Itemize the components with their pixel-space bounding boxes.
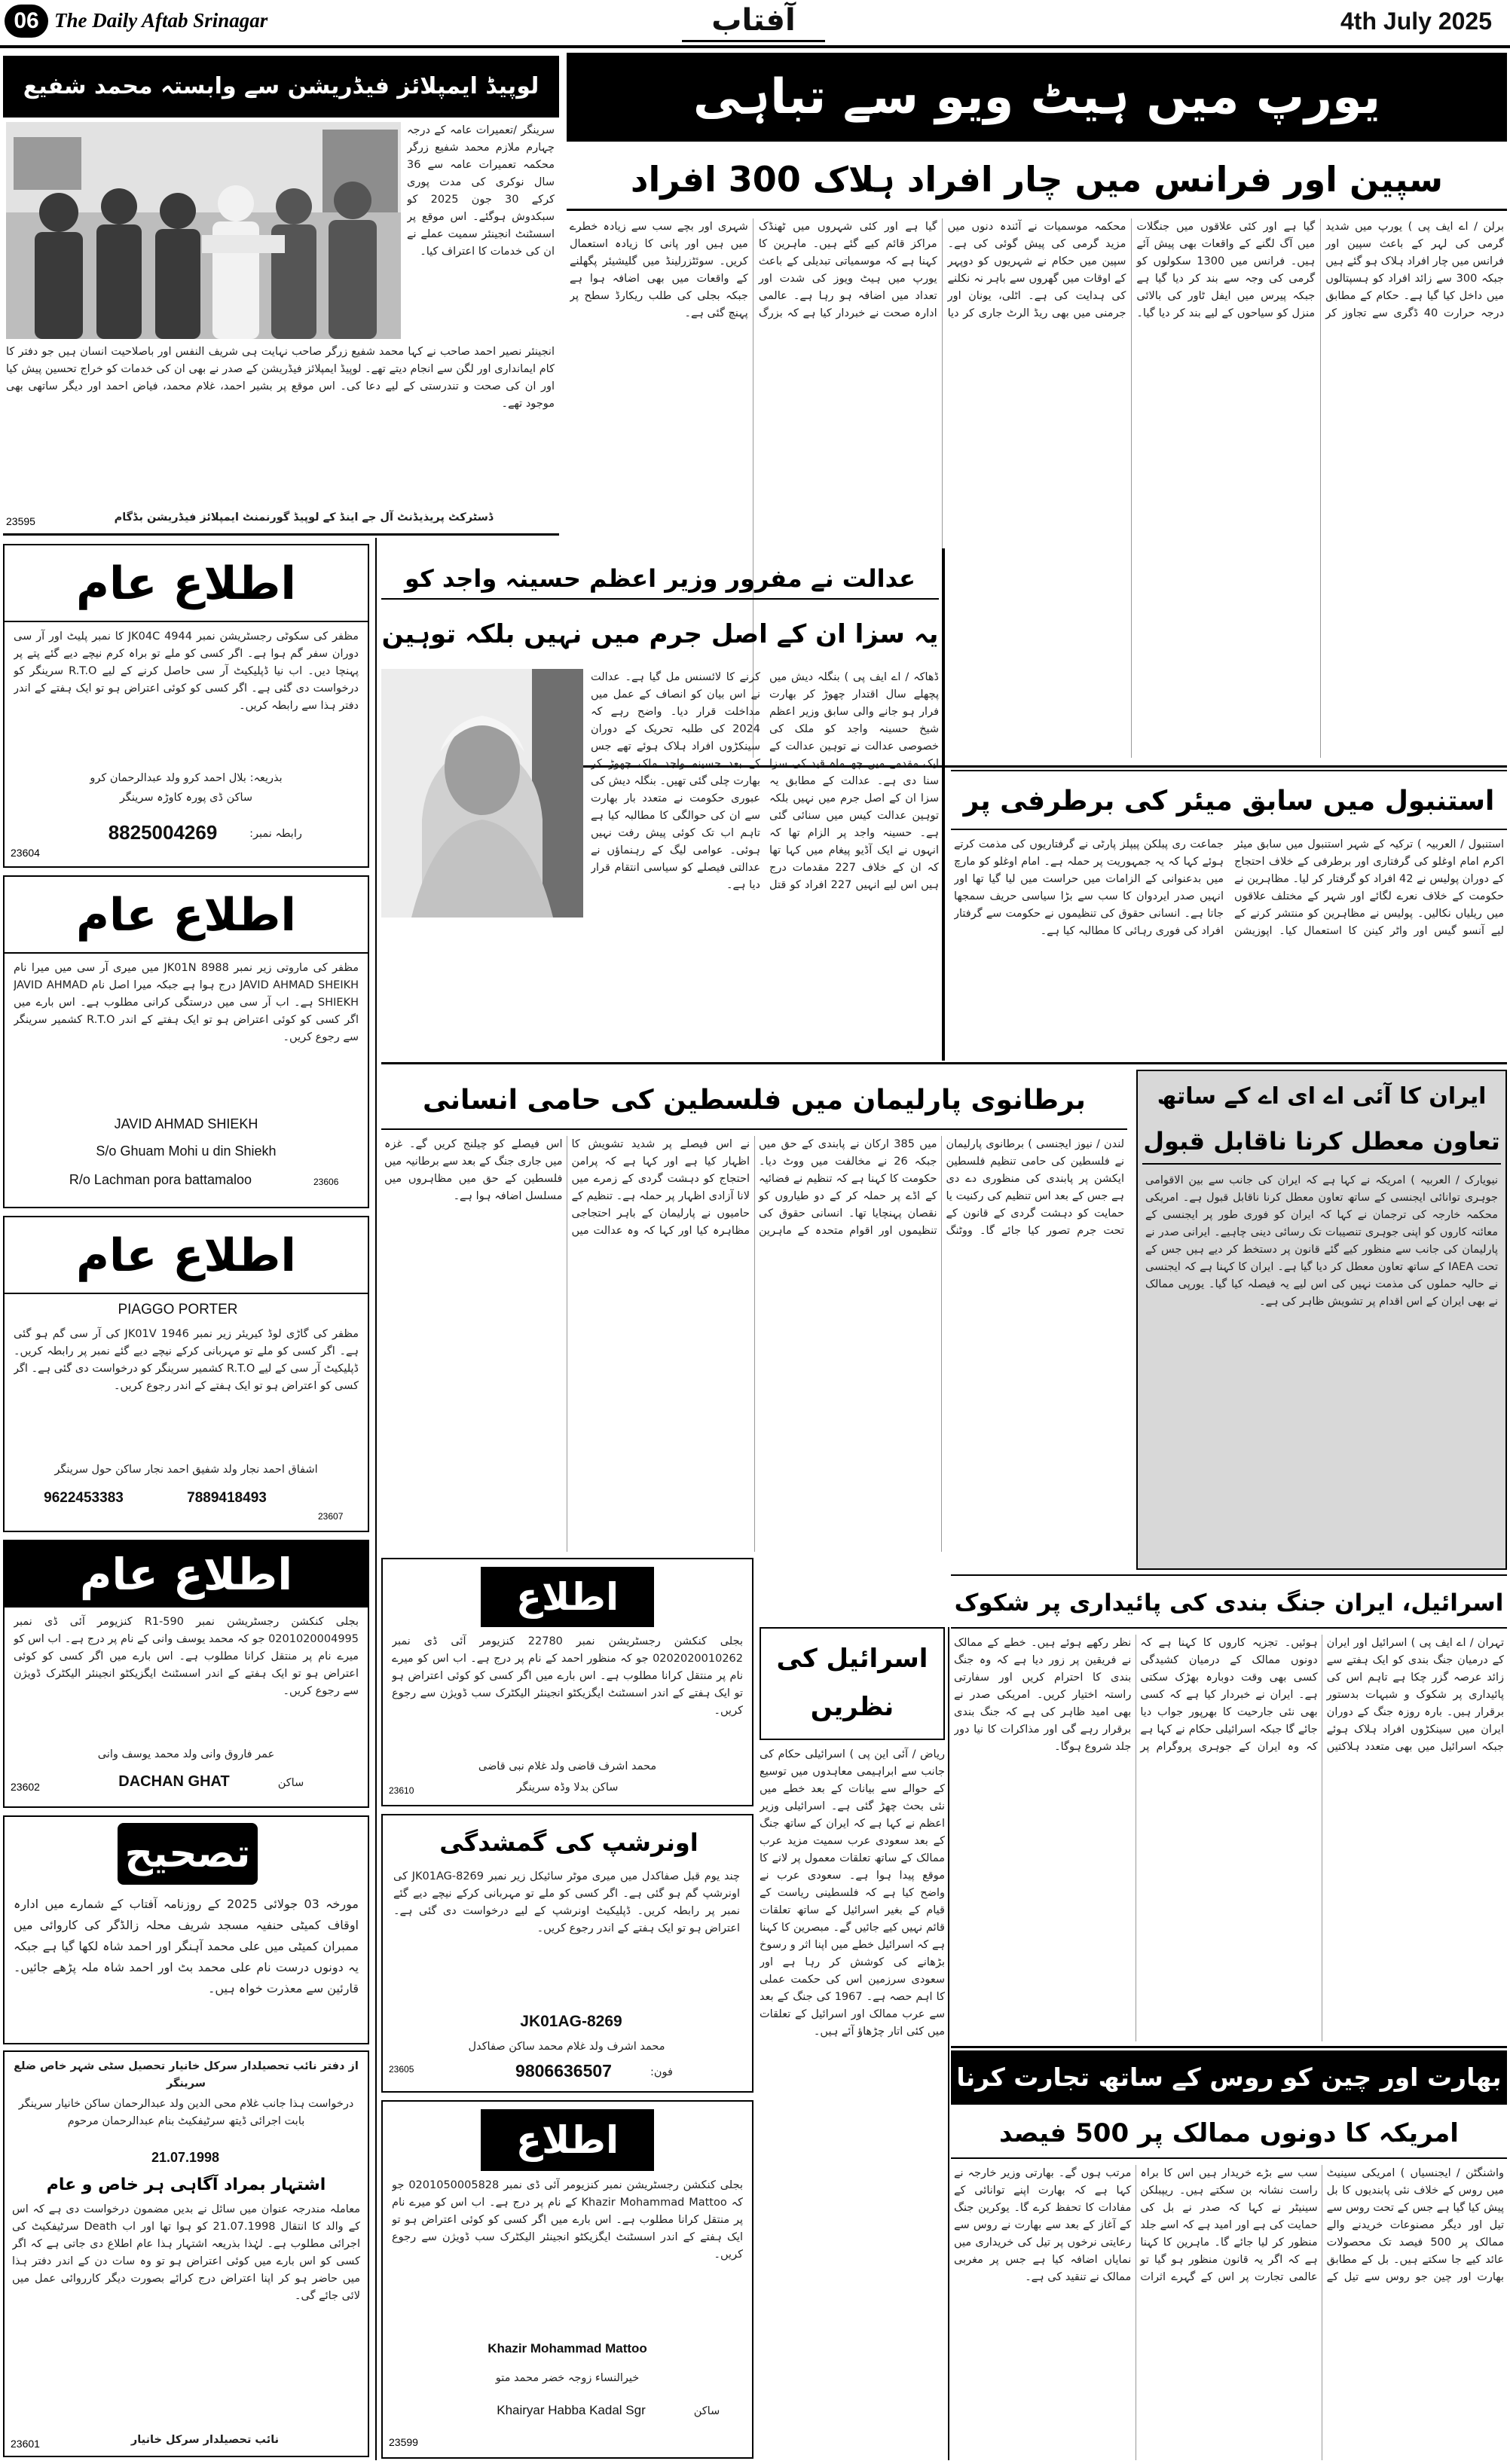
notice-7-name: Khazir Mohammad Mattoo: [488, 2341, 647, 2356]
lead-headline-bar: یورپ میں ہیٹ ویو سے تباہی: [567, 53, 1507, 142]
notice-3-body: مظفر کی گاڑی لوڈ کیریئر زیر نمبر JK01V 1946 کی آر سی گم ہو گئی ہے۔ اگر کسی کو ملے تو مہربانی کرکے نیچے دیے گئے نمبر پر رابطہ کریں۔ ڈپلیکیٹ آر سی کے لیے R.T.O کشمیر سرینگر کو درخواست دی گئی ہے۔ اگر کسی کو اعتراض ہو تو ایک ہفتے کے اندر رجوع کریں۔: [14, 1328, 359, 1392]
tehsil-signature: نائب تحصیلدار سرکل خانیار: [130, 2434, 280, 2446]
notice-1-phone: 8825004269: [108, 821, 218, 844]
notice-2-name: JAVID AHMAD SHIEKH: [114, 1116, 258, 1131]
lead-body: برلن / اے ایف پی ) یورپ میں شدید گرمی کی لہر کے باعث سپین اور فرانس میں چار افراد ہلاک ہو گئے ہیں جبکہ 300 سے زائد افراد کو ہسپتالوں میں داخل کیا گیا ہے۔ حکام کے مطابق درجہ حرارت 40 ڈگری سے تجاوز کر گیا ہے اور کئی علاقوں میں جنگلات میں آگ لگنے کے واقعات بھی پیش آئے ہیں۔ فرانس میں 1300 سکولوں کو گرمی کی وجہ سے بند کر دیا گیا ہے جبکہ پیرس میں ایفل ٹاور کی بالائی منزل کو سیاحوں کے لیے بند کر دیا گیا۔ محکمہ موسمیات نے آئندہ دنوں میں مزید گرمی کی پیش گوئی کی ہے۔ سپین میں حکام نے شہریوں کو دوپہر کے اوقات میں گھروں سے باہر نہ نکلنے کی ہدایت کی ہے۔ اٹلی، یونان اور جرمنی میں بھی ریڈ الرٹ جاری کر دیا گیا ہے اور کئی شہروں میں ٹھنڈک مراکز قائم کیے گئے ہیں۔ ماہرین کا کہنا ہے کہ موسمیاتی تبدیلی کے باعث یورپ میں ہیٹ ویوز کی شدت اور تعداد میں اضافہ ہو رہا ہے۔ عالمی ادارہ صحت نے خبردار کیا ہے کہ بزرگ شہری اور بچے سب سے زیادہ خطرے میں ہیں اور پانی کا زیادہ استعمال کریں۔ سوئٹزرلینڈ میں گلیشیئر پگھلنے کے واقعات میں بھی اضافہ ہوا ہے جبکہ بجلی کی طلب ریکارڈ سطح پر پہنچ گئی ہے۔: [570, 221, 1504, 319]
notice-5-address: ساکن بدلا وڈہ سرینگر: [516, 1782, 619, 1794]
notice-4: [3, 1540, 369, 1808]
notice-2-code: 23606: [313, 1177, 339, 1187]
masthead: [0, 0, 1510, 44]
correction-notice: [3, 1815, 369, 2044]
issue-date: 4th July 2025: [1340, 8, 1492, 35]
lodiapur-headline-bar: لوپیڈ ایمپلائز فیڈریشن سے وابستہ محمد شفیع: [3, 56, 559, 118]
notice-4-code: 23602: [11, 1781, 40, 1793]
trade-body: واشنگٹن / ایجنسیاں ) امریکی سینیٹ میں روس کے خلاف نئی پابندیوں کا بل پیش کیا گیا ہے جس کے تحت روس سے تیل اور دیگر مصنوعات خریدنے والے ممالک پر 500 فیصد تک محصولات عائد کیے جا سکتے ہیں۔ بل کے مطابق بھارت اور چین جو روس سے تیل کے سب سے بڑے خریدار ہیں اس کا براہ راست نشانہ بن سکتے ہیں۔ ریپبلکن سینیٹر نے کہا کہ صدر نے بل کی حمایت کی ہے اور امید ہے کہ اسے جلد منظور کر لیا جائے گا۔ ماہرین کا کہنا ہے کہ اگر یہ قانون منظور ہو گیا تو عالمی تجارت پر اس کے گہرے اثرات مرتب ہوں گے۔ بھارتی وزیر خارجہ نے کہا ہے کہ بھارت اپنے توانائی کے مفادات کا تحفظ کرے گا۔ یوکرین جنگ کے آغاز کے بعد سے بھارت نے روس سے رعایتی نرخوں پر تیل کی خریداری میں نمایاں اضافہ کیا ہے جس پر مغربی ممالک نے تنقید کی ہے۔: [954, 2167, 1504, 2283]
tehsil-title: اشتہار بمراد آگاہی ہر خاص و عام: [46, 2175, 326, 2194]
notice-4-title: اطلاع عام: [79, 1549, 293, 1600]
notice-1-title-rule: [5, 621, 368, 622]
paper-name: The Daily Aftab Srinagar: [54, 9, 268, 32]
lodiapur-code: 23595: [6, 515, 35, 527]
trade-headline-bar: بھارت اور چین کو روس کے ساتھ تجارت کرنا: [951, 2050, 1507, 2105]
notice-4-signature: عمر فاروق وانی ولد محمد یوسف وانی: [97, 1748, 275, 1760]
lead-subheadline: سپین اور فرانس میں چار افراد ہلاک 300 افراد: [567, 148, 1507, 211]
hasina-kicker-rule: [942, 548, 945, 1061]
notice-6-body: چند یوم قبل صفاکدل میں میری موٹر سائیکل زیر نمبر JK01AG-8269 کی اونرشپ گم ہو گئی ہے۔ اگر کسی کو ملے تو مہربانی کرکے نیچے دیے گئے نمبر پر رابطہ کریں۔ ڈپلیکیٹ اونرشپ کے لیے درخواست دی گئی ہے۔ اعتراض ہو تو ایک ہفتے کے اندر رجوع کریں۔: [393, 1870, 740, 1934]
saudi-headline: اسرائیل کی نظریں: [776, 1644, 928, 1722]
notice-3-title-rule: [5, 1293, 368, 1294]
lodiapur-footer: ڈسٹرکٹ پریذیڈنٹ آل جے اینڈ کے لوپیڈ گورنمنٹ ایمپلائز فیڈریشن بڈگام: [114, 511, 494, 524]
correction-title: تصحیح: [124, 1831, 251, 1876]
masthead-rule: [0, 45, 1510, 48]
notice-3-signature: اشفاق احمد نجار ولد شفیق احمد نجار ساکن حول سرینگر: [54, 1464, 318, 1476]
notice-7-address-label: ساکن: [693, 2405, 720, 2417]
notice-6-signature: محمد اشرف ولد غلام محمد ساکن صفاکدل: [468, 2041, 665, 2053]
tehsil-date: 21.07.1998: [151, 2150, 220, 2165]
left-column-divider: [375, 538, 377, 2460]
trade-subheadline: امریکہ کا دونوں ممالک پر 500 فیصد: [951, 2108, 1507, 2159]
notice-3-phone-2: 7889418493: [187, 1490, 267, 1506]
istanbul-body: استنبول / العربیہ ) ترکیہ کے شہر استنبول میں سابق میئر اکرم امام اوغلو کی گرفتاری اور برطرفی کے خلاف احتجاج کے دوران پولیس نے 42 افراد کو گرفتار کر لیا۔ مظاہرین نے حکومت کے خلاف نعرے لگائے اور شہر کے مختلف علاقوں میں ریلیاں نکالیں۔ پولیس نے مظاہرین کو منتشر کرنے کے لیے آنسو گیس اور واٹر کینن کا استعمال کیا۔ اپوزیشن جماعت ری پبلکن پیپلز پارٹی نے گرفتاریوں کی مذمت کرتے ہوئے کہا کہ یہ جمہوریت پر حملہ ہے۔ امام اوغلو کو مارچ میں بدعنوانی کے الزامات میں حراست میں لیا گیا تھا اور انہیں صدر ایردوان کا سب سے بڑا سیاسی حریف سمجھا جاتا ہے۔ انسانی حقوق کی تنظیموں نے حکومت سے گرفتار افراد کی فوری رہائی کا مطالبہ کیا ہے۔: [954, 838, 1504, 937]
page-number-badge: 06: [5, 5, 48, 38]
notice-3: [3, 1216, 369, 1532]
hasina-body: ڈھاکہ / اے ایف پی ) بنگلہ دیش میں پچھلے سال اقتدار چھوڑ کر بھارت فرار ہو جانے والی سابق وزیر اعظم شیخ حسینہ واجد کو ملک کی خصوصی عدالت نے توہین عدالت کے ایک مقدمے میں چھ ماہ قید کی سزا سنا دی ہے۔ عدالت کے مطابق یہ سزا ان کے اصل جرم میں نہیں بلکہ توہین عدالت کیس میں سنائی گئی ہے۔ حسینہ واجد پر الزام تھا کہ انہوں نے ایک آڈیو پیغام میں کہا تھا کہ ان کے خلاف 227 مقدمات درج ہیں اس لیے انہیں 227 افراد کو قتل کرنے کا لائسنس مل گیا ہے۔ عدالت نے اس بیان کو انصاف کے عمل میں مداخلت قرار دیا۔ واضح رہے کہ 2024 کی طلبہ تحریک کے دوران سینکڑوں افراد ہلاک ہوئے تھے جس کے بعد حسینہ واجد ملک چھوڑ کر بھارت چلی گئی تھیں۔ بنگلہ دیش کی عبوری حکومت نے متعدد بار بھارت سے ان کی حوالگی کا مطالبہ کیا ہے تاہم اب تک کوئی پیش رفت نہیں ہوئی۔ عوامی لیگ کے رہنماؤں نے عدالتی فیصلے کو سیاسی انتقام قرار دیا ہے۔: [591, 671, 939, 891]
istanbul-top-rule: [951, 770, 1507, 771]
notice-7: [381, 2100, 753, 2459]
notice-2-body: مظفر کی ماروتی زیر نمبر JK01N 8988 میں میری آر سی میں میرا نام JAVID AHMAD SHEIKH درج ہوا ہے جبکہ میرا اصل نام JAVID AHMAD SHIEKH ہے۔ اب آر سی میں درستگی کرانی مطلوب ہے۔ اس بارے میں اگر کسی کو کوئی اعتراض ہو تو ایک ہفتے کے اندر R.T.O کشمیر سرینگر سے رجوع کریں۔: [14, 962, 359, 1043]
notice-3-title: اطلاع عام: [75, 1229, 296, 1282]
tehsil-body-1: درخواست ہذا جانب غلام محی الدین ولد عبدالرحمان ساکن خانیار سرینگر بابت اجرائی ڈیتھ سرٹیفکیٹ بنام عبدالرحمان مرحوم: [18, 2098, 354, 2127]
notice-7-code: 23599: [389, 2436, 418, 2448]
ceasefire-body: تہران / اے ایف پی ) اسرائیل اور ایران کے درمیان جنگ بندی کو ایک ہفتے سے زائد عرصہ گزر چکا ہے تاہم اس کی پائیداری پر شکوک و شبہات بدستور برقرار ہیں۔ بارہ روزہ جنگ کے دوران ایران میں سینکڑوں افراد ہلاک ہوئے جبکہ اسرائیل میں بھی متعدد ہلاکتیں ہوئیں۔ تجزیہ کاروں کا کہنا ہے کہ دونوں ممالک کے درمیان کشیدگی کسی بھی وقت دوبارہ بھڑک سکتی ہے۔ ایران نے خبردار کیا ہے کہ کسی بھی نئی جارحیت کا بھرپور جواب دیا جائے گا جبکہ اسرائیلی حکام نے کہا ہے کہ وہ ایران کے جوہری پروگرام پر نظر رکھے ہوئے ہیں۔ خطے کے ممالک نے فریقین پر زور دیا ہے کہ وہ جنگ بندی کا احترام کریں اور سفارتی راستہ اختیار کریں۔ امریکی صدر نے بھی امید ظاہر کی ہے کہ جنگ بندی برقرار رہے گی اور مذاکرات کا نیا دور جلد شروع ہوگا۔: [954, 1637, 1504, 1753]
hasina-kicker-text: عدالت نے مفرور وزیر اعظم حسینہ واجد کو: [405, 564, 915, 593]
notice-2-resident-of: R/o Lachman pora battamaloo: [69, 1172, 252, 1187]
tehsil-header: از دفتر نائب تحصیلدار سرکل خانیار تحصیل سٹی شہر خاص ضلع سرینگر: [14, 2060, 359, 2090]
notice-5: [381, 1558, 753, 1806]
lodiapur-side-text: سرینگر /تعمیرات عامہ کے درجہ چہارم ملازم محمد شفیع زرگر محکمہ تعمیرات عامہ سے 36 سال نوکری کی مدت پوری کرکے 30 جون 2025 کو سبکدوش ہوگئے۔ اس موقع پر اسسٹنٹ انجینئر سمیت عملے نے ان کی خدمات کا اعتراف کیا۔: [407, 124, 555, 258]
notice-2-son-of: S/o Ghuam Mohi u din Shiekh: [96, 1143, 277, 1159]
notice-3-code: 23607: [318, 1511, 344, 1522]
notice-4-address: DACHAN GHAT: [118, 1773, 230, 1790]
ceasefire-top-rule: [951, 1574, 1507, 1576]
notice-6-phone: 9806636507: [515, 2061, 612, 2081]
trade-top-rule: [951, 2046, 1507, 2048]
notice-1: [3, 544, 369, 868]
istanbul-headline: استنبول میں سابق میئر کی برطرفی پر: [951, 773, 1507, 830]
ceasefire-headline: اسرائیل، ایران جنگ بندی کی پائیداری پر شکوک: [951, 1577, 1507, 1629]
notice-7-signature: خیرالنساء زوجہ خضر محمد متو: [495, 2372, 640, 2384]
notice-6-phone-label: فون:: [650, 2066, 673, 2078]
notice-2-title: اطلاع عام: [75, 889, 296, 942]
notice-7-address: Khairyar Habba Kadal Sgr: [497, 2403, 646, 2417]
notice-4-address-label: ساکن: [277, 1777, 304, 1789]
notice-6-title: اونرشپ کی گمشدگی: [439, 1828, 698, 1857]
notice-3-phone-1: 9622453383: [44, 1490, 124, 1506]
group-photo: [6, 122, 401, 339]
hasina-portrait: [381, 669, 583, 918]
istanbul-bottom-rule: [381, 1062, 1507, 1064]
notice-1-signature: بذریعہ: بلال احمد کرو ولد عبدالرحمان کرو: [90, 772, 283, 784]
notice-1-code: 23604: [11, 847, 40, 859]
tehsil-notice: [3, 2050, 369, 2457]
iran-iaea-headline-2: تعاون معطل کرنا ناقابل قبول: [1142, 1118, 1501, 1165]
tehsil-body-2: معاملہ مندرجہ عنوان میں سائل نے بدیں مضمون درخواست دی ہے کہ اس کے والد کا انتقال 21.07.1998 کو ہوا تھا اور اب Death سرٹیفکیٹ کی اجرائی مطلوب ہے۔ لہٰذا بذریعہ اشتہار ہذا عام اطلاع دی جاتی ہے کہ اگر کسی کو اس بارے میں کوئی اعتراض ہو تو وہ سات دن کے اندر دفتر ہذا میں حاضر ہو کر اپنا اعتراض درج کرائے بصورت دیگر کارروائی عمل میں لائی جائے گی۔: [12, 2203, 360, 2302]
uk-headline: برطانوی پارلیمان میں فلسطین کی حامی انسانی: [381, 1071, 1127, 1130]
notice-2-title-rule: [5, 952, 368, 954]
notice-5-title: اطلاع: [515, 1575, 619, 1619]
notice-5-code: 23610: [389, 1785, 414, 1796]
iran-iaea-body: نیویارک / العربیہ ) امریکہ نے کہا ہے کہ ایران کی جانب سے بین الاقوامی جوہری توانائی ایجنسی کے ساتھ تعاون معطل کرنا ناقابل قبول ہے۔ امریکی محکمہ خارجہ کی ترجمان نے کہا کہ ایران کو فوری طور پر ایجنسی کے معائنہ کاروں کو اپنی جوہری تنصیبات تک رسائی دینی چاہیے۔ ایرانی صدر نے پارلیمان کی جانب سے منظور کیے گئے قانون پر دستخط کر دیے ہیں جس کے تحت IAEA کے ساتھ تعاون معطل کر دیا گیا ہے۔ ایران کا کہنا ہے کہ ایجنسی نے حالیہ حملوں کی مذمت نہیں کی اس لیے یہ فیصلہ کیا گیا۔ یورپی ممالک نے بھی ایران کے اس اقدام پر تشویش ظاہر کی ہے۔: [1145, 1174, 1498, 1308]
saudi-body: ریاض / آئی این پی ) اسرائیلی حکام کی جانب سے ابراہیمی معاہدوں میں توسیع کے حوالے سے بیانات کے بعد خطے میں نئی بحث چھڑ گئی ہے۔ اسرائیلی وزیر اعظم نے کہا ہے کہ ایران کے ساتھ جنگ کے بعد سعودی عرب سمیت مزید عرب ممالک کے ساتھ تعلقات معمول پر لانے کا موقع پیدا ہوا ہے۔ سعودی عرب نے واضح کیا ہے کہ فلسطینی ریاست کے قیام کے بغیر اسرائیل کے ساتھ تعلقات قائم نہیں کیے جائیں گے۔ مبصرین کا کہنا ہے کہ اسرائیل خطے میں اپنا اثر و رسوخ بڑھانے کی کوشش کر رہا ہے اور سعودی سرزمین اس کی حکمت عملی کا اہم حصہ ہے۔ 1967 کی جنگ کے بعد سے عرب ممالک اور اسرائیل کے تعلقات میں کئی اتار چڑھاؤ آئے ہیں۔: [760, 1748, 945, 2038]
notice-3-model: PIAGGO PORTER: [118, 1302, 238, 1317]
uk-body: لندن / نیوز ایجنسی ) برطانوی پارلیمان نے فلسطین کی حامی تنظیم فلسطین ایکشن پر پابندی کی منظوری دے دی ہے جس کے بعد اس تنظیم کی رکنیت یا حمایت کو دہشت گردی کے قانون کے تحت جرم تصور کیا جائے گا۔ ووٹنگ میں 385 ارکان نے پابندی کے حق میں جبکہ 26 نے مخالفت میں ووٹ دیا۔ حکومت کا کہنا ہے کہ تنظیم نے فضائیہ کے اڈے پر حملہ کر کے دو طیاروں کو نقصان پہنچایا تھا۔ انسانی حقوق کی تنظیموں اور اقوام متحدہ کے ماہرین نے اس فیصلے پر شدید تشویش کا اظہار کیا ہے اور کہا ہے کہ پرامن احتجاج کو دہشت گردی کے زمرے میں لانا آزادی اظہار پر حملہ ہے۔ تنظیم کے حامیوں نے پارلیمان کے باہر احتجاجی مظاہرہ کیا اور کہا کہ وہ عدالت میں اس فیصلے کو چیلنج کریں گے۔ غزہ میں جاری جنگ کے بعد سے برطانیہ میں فلسطین کے حق میں مظاہروں میں مسلسل اضافہ ہوا ہے۔: [384, 1138, 1124, 1237]
notice-1-phone-label: رابطہ نمبر:: [249, 828, 302, 840]
notice-1-address: ساکن ڈی پورہ کاوڑہ سرینگر: [119, 792, 253, 804]
hasina-photo: [381, 669, 583, 918]
notice-4-body: بجلی کنکشن رجسٹریشن نمبر R1-590 کنزیومر آئی ڈی نمبر 0201020004995 جو کہ محمد یوسف وانی کے نام پر درج ہے۔ اب اس کو میرے نام پر منتقل کرانا مطلوب ہے۔ اس بارے میں اگر کسی کو کوئی اعتراض ہو تو ایک ہفتے کے اندر اسسٹنٹ ایگزیکٹو انجینئر الیکٹرک ڈویژن سے رجوع کریں۔: [14, 1616, 359, 1697]
notice-1-title: اطلاع عام: [75, 557, 296, 610]
notice-6-vehicle-number: JK01AG-8269: [520, 2013, 622, 2030]
notice-7-body: بجلی کنکشن رجسٹریشن نمبر کنزیومر آئی ڈی نمبر 0201050005828 جو کہ Khazir Mohammad Mattoo کے نام پر درج ہے۔ اب اس کو میرے نام پر منتقل کرانا مطلوب ہے۔ اس بارے میں اگر کسی کو کوئی اعتراض ہو تو ایک ہفتے کے اندر اسسٹنٹ ایگزیکٹو انجینئر الیکٹرک سب ڈویژن سے رجوع کریں۔: [392, 2179, 743, 2261]
saudi-divider: [948, 1627, 949, 2460]
notice-6-code: 23605: [389, 2064, 414, 2075]
correction-body: مورخہ 03 جولائی 2025 کے روزنامہ آفتاب کے شمارے میں ادارہ اوقاف کمیٹی حنفیہ مسجد شریف محلہ زالڈگر کی کاروائی میں ممبران کمیٹی میں علی محمد آہنگر اور احمد شاہ لکھا گیا ہے جبکہ یہ دونوں درست نام علی محمد بٹ اور احمد شاہ ملہ پڑھے جائیں۔ قارئین سے معذرت خواہ ہیں۔: [14, 1897, 359, 1995]
notice-6: [381, 1814, 753, 2093]
notice-2: [3, 875, 369, 1208]
notice-1-body: مظفر کی سکوٹی رجسٹریشن نمبر JK04C 4944 کا نمبر پلیٹ اور آر سی دوران سفر گم ہوا ہے۔ اگر کسی کو ملے تو براہ کرم نیچے دیے گئے پتے پر پہنچا دیں۔ اب نیا ڈپلیکیٹ آر سی حاصل کرنے کے لیے R.T.O سرینگر کو درخواست دی گئی ہے۔ اگر کسی کو کوئی اعتراض ہو تو ایک ہفتے کے اندر دفتر ہذا سے رابطہ کریں۔: [14, 631, 359, 712]
hasina-subheadline: یہ سزا ان کے اصل جرم میں نہیں بلکہ توہین: [381, 619, 939, 649]
iran-iaea-headline-1: ایران کا آئی اے ای اے کے ساتھ: [1157, 1083, 1487, 1110]
lodiapur-body: انجینئر نصیر احمد صاحب نے کہا محمد شفیع زرگر صاحب نہایت ہی شریف النفس اور باصلاحیت انسان ہیں جو دفتر کا کام ایمانداری اور لگن سے انجام دیتے تھے۔ لوپیڈ ایمپلائز فیڈریشن کے صدر نے بھی ان کی خدمات کو خراج تحسین پیش کیا اور ان کی صحت و تندرستی کے لیے دعا کی۔ اس موقع پر بشیر احمد، غلام محمد، فیاض احمد اور دیگر ساتھی بھی موجود تھے۔: [6, 346, 555, 410]
left-rule-1: [3, 533, 559, 536]
masthead-logo: آفتاب: [682, 2, 825, 42]
notice-5-body: بجلی کنکشن رجسٹریشن نمبر 22780 کنزیومر آئی ڈی نمبر 0202020010262 جو کہ منظور احمد کے نام پر درج ہے۔ اب اس کو میرے نام پر منتقل کرانا مطلوب ہے۔ اس بارے میں اگر کسی کو کوئی اعتراض ہو تو ایک ہفتے کے اندر اسسٹنٹ ایگزیکٹو انجینئر الیکٹرک سب ڈویژن سے رجوع کریں۔: [392, 1635, 743, 1717]
tehsil-code: 23601: [11, 2438, 40, 2450]
group-photo-illustration: [6, 122, 401, 339]
notice-7-title: اطلاع: [515, 2118, 619, 2162]
notice-5-signature: محمد اشرف قاضی ولد غلام نبی قاضی: [478, 1760, 657, 1772]
